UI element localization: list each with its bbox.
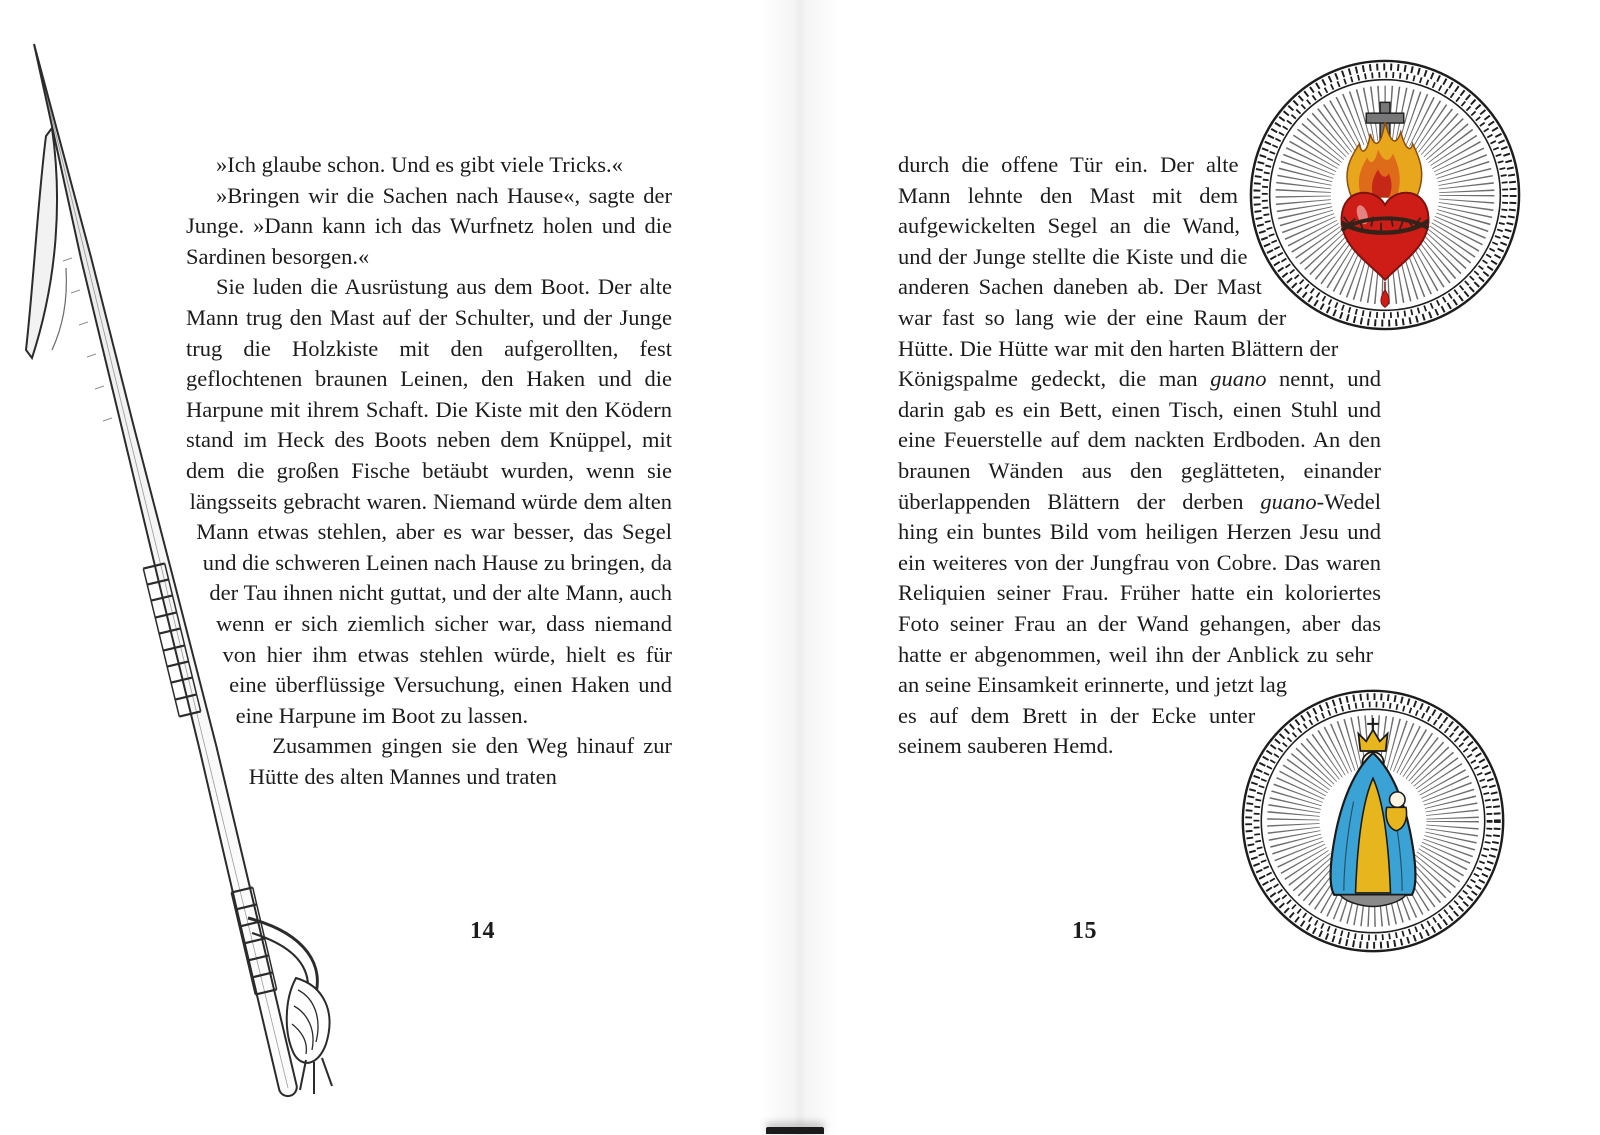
right-page-text	[898, 150, 1382, 762]
page-number-left: 14	[470, 918, 495, 944]
page-number-right: 15	[1072, 918, 1097, 944]
child-head	[1390, 792, 1406, 808]
text-segment-italic: guano	[1260, 488, 1317, 514]
paragraph: »Ich glaube schon. Und es gibt viele Tricks.«	[216, 152, 623, 177]
text-segment: nennt, und darin gab es ein Bett, einen Tisch, einen Stuhl und eine Feuerstelle auf dem nackten Erdboden. An den braunen Wänden aus den geglätteten, einander überlappenden Blättern der derben	[898, 366, 1381, 514]
right-text-column	[898, 150, 1382, 890]
paragraph: Sie luden die Ausrüstung aus dem Boot. Der alte Mann trug den Mast auf der Schulter, und der Junge trug die Holzkiste mit den aufgerollten, fest geflochtenen braunen Leinen, den Haken und die Harpune mit ihrem Schaft. Die Kiste mit den Ködern stand im Heck des Boots neben dem Knüppel, mit dem die großen Fische betäubt wurden, wenn sie längsseits gebracht waren. Niemand würde dem alten Mann etwas stehlen, aber es war besser, das Segel und die schweren Leinen nach Hause zu bringen, da der Tau ihnen nicht guttat, und der alte Mann, auch wenn er sich ziemlich sicher war, dass niemand von hier ihm etwas stehlen würde, hielt es für eine überflüssige Versuchung, einen Haken und eine Harpune im Boot zu lassen.	[186, 274, 672, 728]
paragraph: Zusammen gingen sie den Weg hinauf zur Hütte des alten Mannes und traten	[248, 733, 672, 789]
text-segment: -Wedel hing ein buntes Bild vom heiligen Herzen Jesu und ein weiteres von der Jungfrau von Cobre. Das waren Reliquien seiner Frau. Früher hatte ein koloriertes Foto seiner Frau an der Wand gehangen, aber das hatte er abgenommen, weil ihn der Anblick zu sehr an seine Einsamkeit erinnerte, und jetzt lag es auf dem Brett in der Ecke unter seinem sauberen Hemd.	[898, 488, 1381, 759]
paragraph: »Bringen wir die Sachen nach Hause«, sagte der Junge. »Dann kann ich das Wurfnetz holen und die Sardinen besorgen.«	[186, 182, 672, 269]
text-segment-italic: guano	[1210, 366, 1267, 392]
page-right	[800, 0, 1600, 1135]
left-page-text	[0, 150, 672, 890]
text-segment: durch die offene Tür ein. Der alte Mann lehnte den Mast mit dem aufgewickelten Segel an die Wand, und der Junge stellte die Kiste und die anderen Sachen daneben ab. Der Mast war fast so lang wie der eine Raum der Hütte. Die Hütte war mit den harten Blättern der Königspalme gedeckt, die man	[898, 152, 1339, 392]
